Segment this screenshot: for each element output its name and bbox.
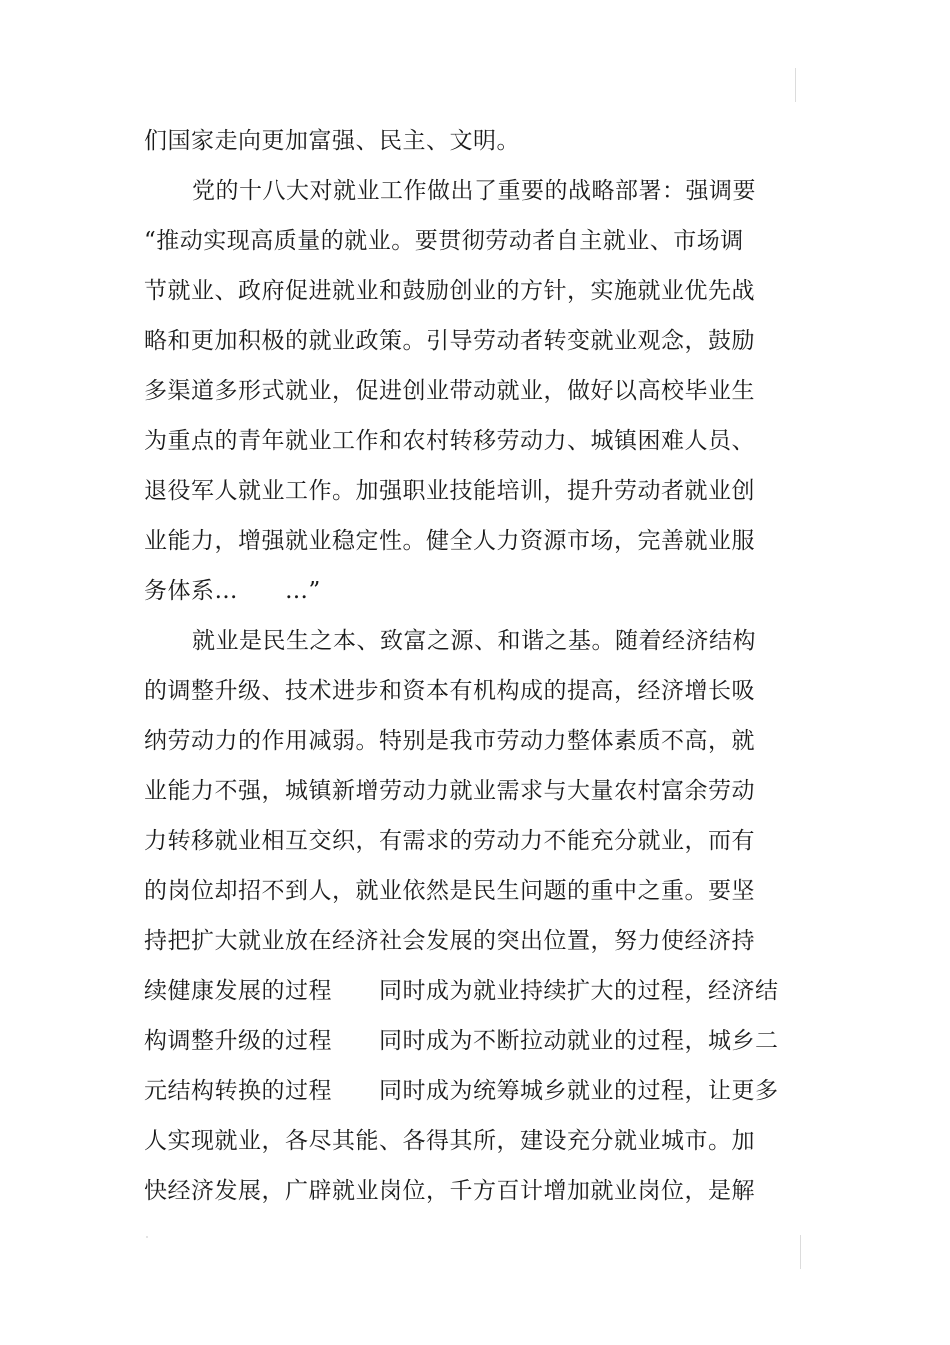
text-line: 的调整升级、技术进步和资本有机构成的提高，经济增长吸 — [144, 678, 755, 704]
paragraph-start-line: 就业是民生之本、致富之源、和谐之基。随着经济结构 — [192, 628, 756, 654]
text-line: 快经济发展，广辟就业岗位，千方百计增加就业岗位，是解 — [144, 1178, 755, 1204]
text-line: 业能力不强，城镇新增劳动力就业需求与大量农村富余劳动 — [144, 778, 755, 804]
page-margin-mark-bottom — [800, 1235, 801, 1269]
text-line: 构调整升级的过程 同时成为不断拉动就业的过程，城乡二 — [144, 1028, 779, 1054]
text-line: 略和更加积极的就业政策。引导劳动者转变就业观念，鼓励 — [144, 328, 755, 354]
text-line: 元结构转换的过程 同时成为统筹城乡就业的过程，让更多 — [144, 1078, 779, 1104]
text-line: 人实现就业，各尽其能、各得其所，建设充分就业城市。加 — [144, 1128, 755, 1154]
text-line: 续健康发展的过程 同时成为就业持续扩大的过程，经济结 — [144, 978, 779, 1004]
text-line: 为重点的青年就业工作和农村转移劳动力、城镇困难人员、 — [144, 428, 755, 454]
text-line: 退役军人就业工作。加强职业技能培训，提升劳动者就业创 — [144, 478, 755, 504]
page-margin-mark-top — [795, 68, 796, 102]
text-line: 节就业、政府促进就业和鼓励创业的方针，实施就业优先战 — [144, 278, 755, 304]
page-margin-dot — [146, 1236, 148, 1238]
document-body — [144, 116, 779, 1216]
text-line: 纳劳动力的作用减弱。特别是我市劳动力整体素质不高，就 — [144, 728, 755, 754]
text-line: 业能力，增强就业稳定性。健全人力资源市场，完善就业服 — [144, 528, 755, 554]
text-line: 力转移就业相互交织，有需求的劳动力不能充分就业，而有 — [144, 828, 755, 854]
text-line: 们国家走向更加富强、民主、文明。 — [144, 128, 520, 154]
paragraph-start-line: 党的十八大对就业工作做出了重要的战略部署：强调要 — [192, 178, 756, 204]
text-line: “推动实现高质量的就业。要贯彻劳动者自主就业、市场调 — [144, 228, 744, 254]
text-line: 务体系… …” — [144, 578, 321, 604]
text-line: 多渠道多形式就业，促进创业带动就业，做好以高校毕业生 — [144, 378, 755, 404]
text-line: 持把扩大就业放在经济社会发展的突出位置，努力使经济持 — [144, 928, 755, 954]
text-line: 的岗位却招不到人，就业依然是民生问题的重中之重。要坚 — [144, 878, 755, 904]
